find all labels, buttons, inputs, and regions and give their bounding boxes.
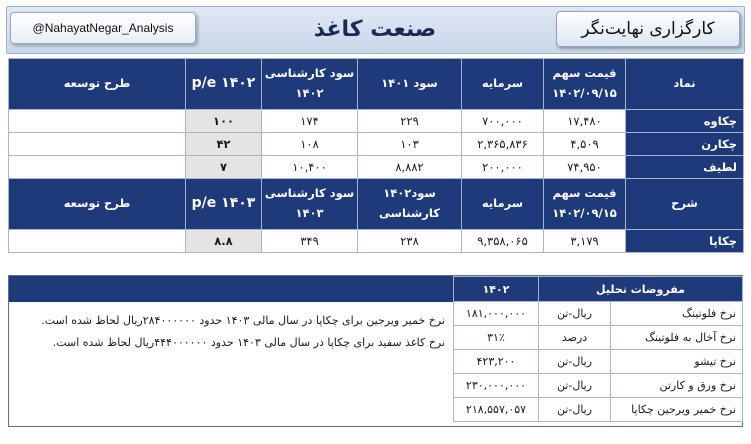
col-expert-profit: سود کارشناسی ۱۴۰۲ <box>262 59 358 110</box>
profit-cell: ۸,۸۸۲ <box>358 156 462 179</box>
pe-cell: ۷ <box>186 156 262 179</box>
assumptions-table <box>9 276 743 422</box>
assumption-label: نرخ فلوتینگ <box>611 302 743 326</box>
assumption-unit: ریال-تن <box>539 350 611 374</box>
price-cell: ۳,۱۷۹ <box>544 230 626 253</box>
table-row <box>10 302 743 326</box>
assumptions-header-row <box>10 277 743 302</box>
plan-cell <box>9 230 186 253</box>
assumption-label: نرخ ورق و کارتن <box>611 374 743 398</box>
profit-cell: ۲۲۹ <box>358 110 462 133</box>
expert-cell: ۳۴۹ <box>262 230 358 253</box>
col-plan: طرح توسعه <box>9 59 186 110</box>
symbol-cell: چکاوه <box>626 110 744 133</box>
assumption-label: نرخ خمیر ویرجین چکاپا <box>611 398 743 422</box>
symbol-cell: چکارن <box>626 133 744 156</box>
col-profit: سود ۱۴۰۱ <box>358 59 462 110</box>
broker-name: کارگزاری نهایت‌نگر <box>556 11 740 47</box>
assumption-value: ۴۲۳,۲۰۰ <box>454 350 539 374</box>
assumption-label: نرخ آخال به فلوتینگ <box>611 326 743 350</box>
expert-cell: ۱۰۸ <box>262 133 358 156</box>
col-profit: سود۱۴۰۲ کارشناسی <box>358 179 462 230</box>
assumption-value: ۳۱٪ <box>454 326 539 350</box>
profit-cell: ۱۰۳ <box>358 133 462 156</box>
assumption-unit: ریال-تن <box>539 374 611 398</box>
pe-cell: ۱۰۰ <box>186 110 262 133</box>
table-row <box>9 133 744 156</box>
profit-cell: ۲۳۸ <box>358 230 462 253</box>
col-symbol: نماد <box>626 59 744 110</box>
capital-cell: ۲۰۰,۰۰۰ <box>462 156 544 179</box>
assumption-value: ۱۸۱,۰۰۰,۰۰۰ <box>454 302 539 326</box>
col-description: شرح <box>626 179 744 230</box>
assumptions-title: مفروضات تحلیل <box>539 277 743 302</box>
assumptions-header-filler <box>10 277 454 302</box>
plan-cell <box>9 133 186 156</box>
valuation-table <box>8 58 744 253</box>
notes-cell <box>10 302 454 422</box>
pe-cell: ۸.۸ <box>186 230 262 253</box>
note-line: نرخ خمیر ویرجین برای چکاپا در سال مالی ۱۴۰۳ حدود ۲۸۴۰۰۰۰۰۰ریال لحاظ شده است. <box>41 314 445 327</box>
col-expert-profit: سود کارشناسی ۱۴۰۳ <box>262 179 358 230</box>
assumption-value: ۲۳۰,۰۰۰,۰۰۰ <box>454 374 539 398</box>
col-plan: طرح توسعه <box>9 179 186 230</box>
assumption-unit: درصد <box>539 326 611 350</box>
capital-cell: ۷۰۰,۰۰۰ <box>462 110 544 133</box>
symbol-cell: لطیف <box>626 156 744 179</box>
col-pe: p/e ۱۴۰۳ <box>186 179 262 230</box>
assumption-unit: ریال-تن <box>539 302 611 326</box>
pe-cell: ۴۲ <box>186 133 262 156</box>
col-pe: p/e ۱۴۰۲ <box>186 59 262 110</box>
page-title: صنعت کاغذ <box>313 16 437 42</box>
price-cell: ۱۷,۴۸۰ <box>544 110 626 133</box>
plan-cell <box>9 156 186 179</box>
price-cell: ۴,۵۰۹ <box>544 133 626 156</box>
col-capital: سرمایه <box>462 59 544 110</box>
expert-cell: ۱۰,۴۰۰ <box>262 156 358 179</box>
note-line: نرخ کاغذ سفید برای چکاپا در سال مالی ۱۴۰۳ حدود ۴۴۴۰۰۰۰۰۰ریال لحاظ شده است. <box>52 336 445 349</box>
table-header-row <box>9 59 744 110</box>
assumption-value: ۲۱۸,۵۵۷,۰۵۷ <box>454 398 539 422</box>
table-row <box>9 156 744 179</box>
table-row <box>9 230 744 253</box>
expert-cell: ۱۷۴ <box>262 110 358 133</box>
assumptions-year: ۱۴۰۲ <box>454 277 539 302</box>
capital-cell: ۲,۳۶۵,۸۳۶ <box>462 133 544 156</box>
col-price: قیمت سهم ۱۴۰۲/۰۹/۱۵ <box>544 179 626 230</box>
assumption-label: نرخ تیشو <box>611 350 743 374</box>
symbol-cell: چکاپا <box>626 230 744 253</box>
col-price: قیمت سهم ۱۴۰۲/۰۹/۱۵ <box>544 59 626 110</box>
price-cell: ۷۴,۹۵۰ <box>544 156 626 179</box>
capital-cell: ۹,۳۵۸,۰۶۵ <box>462 230 544 253</box>
assumption-unit: ریال-تن <box>539 398 611 422</box>
col-capital: سرمایه <box>462 179 544 230</box>
channel-handle: @NahayatNegar_Analysis <box>10 12 196 44</box>
plan-cell <box>9 110 186 133</box>
table-header-row <box>9 179 744 230</box>
table-row <box>9 110 744 133</box>
